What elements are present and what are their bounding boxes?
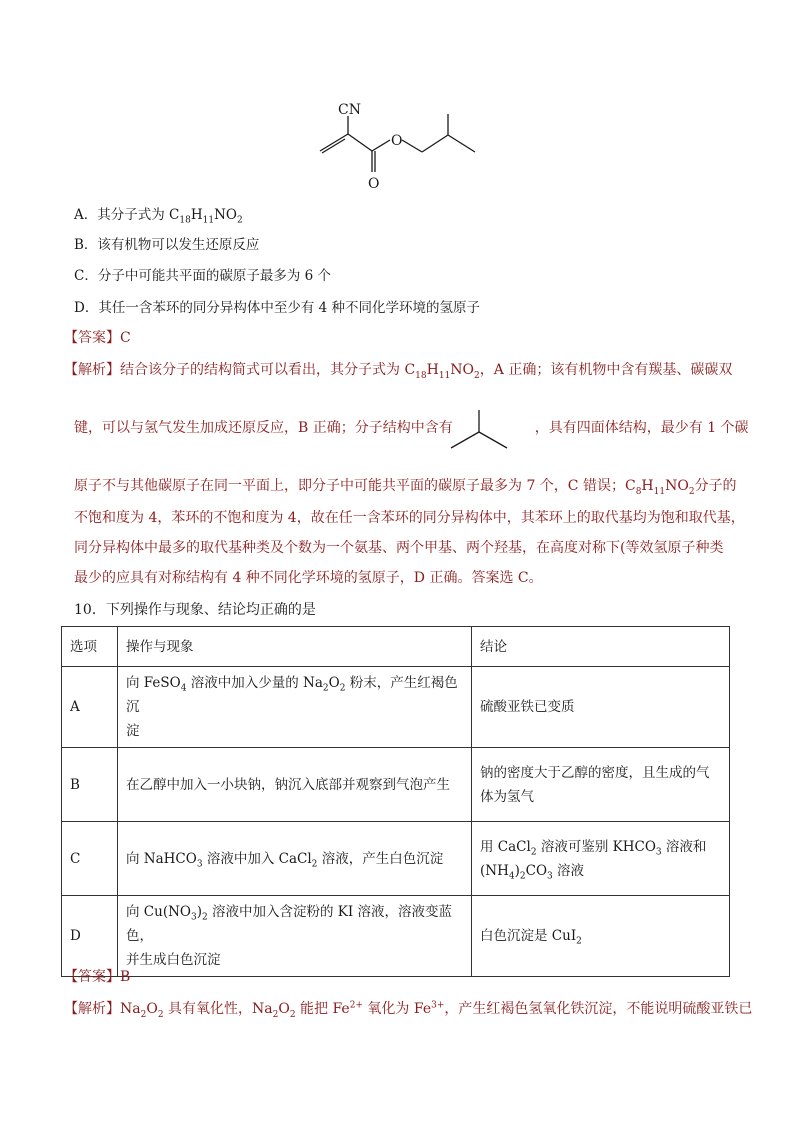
table-header-row [62, 627, 730, 667]
header-conclusion: 结论 [472, 627, 730, 667]
row-operation: 向 $Cu(NO_3)_2$ 溶液中加入含淀粉的 KI 溶液，溶液变蓝色， 并生成白色沉淀 [118, 896, 472, 977]
row-conclusion: 白色沉淀是 CuI$_2$ [472, 896, 730, 977]
row-option: A [62, 667, 118, 748]
row-option: C [62, 822, 118, 896]
row-option: B [62, 748, 118, 822]
row-operation: 向 FeSO$_4$ 溶液中加入少量的 $Na_2O_2$ 粉末，产生红褐色沉 淀 [118, 667, 472, 748]
row-operation: 在乙醇中加入一小块钠，钠沉入底部并观察到气泡产生 [118, 748, 472, 822]
operations-table [61, 626, 730, 977]
double-bond-inner [322, 139, 345, 153]
carbonyl-o-label: O [368, 176, 380, 192]
question-10-title: 10．下列操作与现象、结论均正确的是 [74, 602, 316, 618]
molecule-structure [300, 94, 500, 204]
row-conclusion: 用 CaCl$_2$ 溶液可鉴别 $KHCO_3$ 溶液和 $(NH_4)_2CO_3$ 溶液 [472, 822, 730, 896]
analysis-9-line-5: 同分异构体中最多的取代基种类及个数为一个氨基、两个甲基、两个羟基，在高度对称下(等效氢原子种类 [74, 540, 724, 556]
analysis-9-line-6: 最少的应具有对称结构有 4 种不同化学环境的氢原子，D 正确。答案选 C。 [74, 570, 543, 586]
double-bond-outer [320, 134, 348, 151]
table-row [62, 822, 730, 896]
option-a: A．其分子式为 $C_{18}H_{11}NO_2$ [74, 207, 243, 226]
option-d: D．其任一含苯环的同分异构体中至少有 4 种不同化学环境的氢原子 [74, 300, 480, 316]
answer-10: 【答案】B [64, 969, 131, 985]
row-conclusion: 钠的密度大于乙醇的密度，且生成的气 体为氢气 [472, 748, 730, 822]
ester-o-label: O [391, 133, 403, 149]
isobutyl-fragment [448, 408, 510, 452]
header-option: 选项 [62, 627, 118, 667]
row-option: D [62, 896, 118, 977]
bond-c-carbonyl [348, 134, 372, 151]
cn-label: CN [338, 102, 361, 118]
bond-ch2-ch [422, 135, 448, 152]
analysis-10-line-1: 【解析】$Na_2O_2$ 具有氧化性，$Na_2O_2$ 能把 $Fe^{2+}$ 氧化为 $Fe^{3+}$，产生红褐色氢氧化铁沉淀，不能说明硫酸亚铁已 [64, 1000, 753, 1020]
analysis-9-line-4: 不饱和度为 4，苯环的不饱和度为 4，故在任一含苯环的同分异构体中，其苯环上的取代基均为饱和取代基， [74, 510, 745, 526]
table-row [62, 748, 730, 822]
table-row [62, 667, 730, 748]
analysis-9-line-3: 原子不与其他碳原子在同一平面上，即分子中可能共平面的碳原子最多为 7 个，C 错误；$C_8H_{11}NO_2$分子的 [74, 478, 737, 497]
row-conclusion: 硫酸亚铁已变质 [472, 667, 730, 748]
table-row [62, 896, 730, 977]
option-c: C．分子中可能共平面的碳原子最多为 6 个 [74, 268, 332, 284]
bond-ch-methyl-2 [448, 135, 475, 152]
row-operation: 向 NaHCO$_3$ 溶液中加入 CaCl$_2$ 溶液，产生白色沉淀 [118, 822, 472, 896]
answer-9: 【答案】C [64, 330, 131, 346]
header-operation: 操作与现象 [118, 627, 472, 667]
analysis-9-line-2: 键，可以与氢气发生加成还原反应，B 正确；分子结构中含有 ，具有四面体结构，最少有 1 个碳 [74, 420, 749, 436]
bond-o-ch2 [402, 140, 422, 152]
analysis-9-line-1: 【解析】结合该分子的结构简式可以看出，其分子式为 $C_{18}H_{11}NO_2$，A 正确；该有机物中含有羰基、碳碳双 [64, 362, 733, 381]
option-b: B．该有机物可以发生还原反应 [74, 237, 260, 253]
bond-to-ester-o [372, 140, 390, 151]
